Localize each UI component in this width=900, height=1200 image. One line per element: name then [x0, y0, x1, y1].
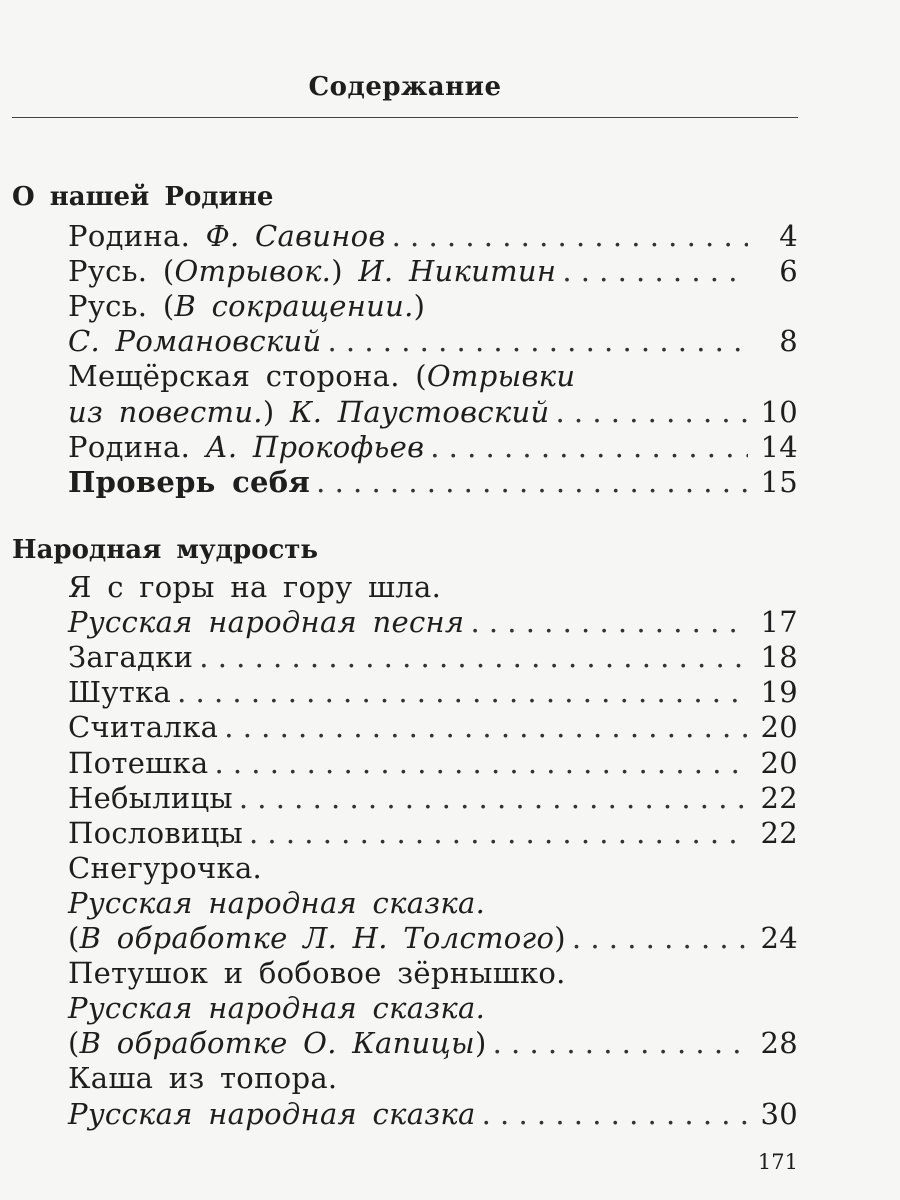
entry-page-number: 15	[760, 464, 798, 499]
entry-title	[68, 289, 425, 323]
toc-entry	[68, 605, 798, 639]
title-divider	[12, 117, 798, 118]
toc-entry	[68, 395, 798, 429]
dot-leader	[493, 1026, 748, 1060]
entry-title	[68, 605, 464, 639]
entry-title-part: (	[68, 1026, 80, 1061]
entry-title	[68, 324, 322, 358]
entry-title-part: Русская народная сказка.	[68, 991, 486, 1026]
toc-entry	[68, 781, 798, 815]
dot-leader	[430, 430, 748, 464]
entry-title-part: А. Прокофьев	[205, 429, 425, 464]
toc-entry	[68, 886, 798, 920]
entry-title-part: Я с горы на гору шла.	[68, 570, 442, 604]
toc-entry	[68, 710, 798, 744]
entry-title-part: Русская народная сказка.	[68, 885, 486, 920]
entry-title-part: С. Романовский	[68, 324, 322, 359]
toc-entry	[68, 956, 798, 990]
entry-title	[68, 254, 556, 288]
entry-title-part: Русская народная песня	[68, 605, 465, 640]
toc-entry	[68, 921, 798, 955]
entry-page-number: 17	[760, 605, 798, 640]
entry-page-number: 28	[760, 1026, 798, 1061]
toc-entry	[68, 359, 798, 393]
entry-page-number: 18	[760, 640, 798, 675]
toc-entry	[68, 254, 798, 288]
dot-leader	[392, 219, 748, 253]
entry-title	[68, 991, 485, 1025]
dot-leader	[555, 395, 748, 429]
toc-entry	[68, 1061, 798, 1095]
entry-page-number: 22	[760, 780, 798, 815]
entry-title-part: Каша из топора.	[68, 1061, 338, 1096]
entry-page-number: 20	[760, 710, 798, 745]
dot-leader	[482, 1097, 748, 1131]
dot-leader	[214, 746, 748, 780]
entry-page-number: 6	[779, 254, 798, 289]
dot-leader	[316, 465, 748, 499]
toc-entry	[68, 816, 798, 850]
entry-title-part: Русь. (	[68, 289, 175, 324]
entry-title-part: Снегурочка.	[68, 850, 263, 885]
entry-title-part: Мещёрская сторона. (	[68, 359, 427, 394]
entry-title-part: Отрывок.	[174, 254, 332, 289]
entry-title	[68, 219, 386, 253]
entry-title-part: )	[331, 254, 359, 289]
entry-title	[68, 781, 233, 815]
entry-title-part: из повести.	[68, 394, 263, 429]
dot-leader	[572, 921, 748, 955]
entry-title	[68, 1026, 487, 1060]
entry-page-number: 24	[760, 921, 798, 955]
dot-leader	[177, 675, 748, 709]
entry-title-part: В обработке Л. Н. Толстого	[79, 921, 555, 955]
entry-title	[68, 675, 171, 709]
entry-title	[68, 816, 243, 850]
entry-title	[68, 465, 310, 499]
entry-page-number: 22	[760, 815, 798, 850]
entry-title	[68, 430, 424, 464]
dot-leader	[328, 324, 749, 358]
dot-leader	[562, 254, 748, 288]
entry-title-part: Небылицы	[68, 780, 233, 815]
entry-title-part: Шутка	[68, 675, 172, 710]
dot-leader	[470, 605, 748, 639]
toc-entry	[68, 219, 798, 253]
toc-entry	[68, 675, 798, 709]
entry-title	[68, 640, 193, 674]
toc-entry	[68, 570, 798, 604]
toc-entry	[68, 324, 798, 358]
entry-title-part: Потешка	[68, 745, 209, 780]
entry-title-part: )	[413, 289, 426, 324]
entry-page-number: 8	[779, 324, 798, 359]
entry-title	[68, 395, 549, 429]
toc-entry	[68, 289, 798, 323]
entry-title	[68, 921, 566, 955]
entry-page-number: 30	[760, 1096, 798, 1131]
entry-title	[68, 1061, 337, 1095]
entry-title	[68, 710, 218, 744]
entry-title-part: Пословицы	[68, 815, 243, 850]
toc-entry	[68, 640, 798, 674]
entry-title-part: (	[68, 921, 80, 955]
toc-entry	[68, 1026, 798, 1060]
entry-page-number: 20	[760, 745, 798, 780]
entry-title	[68, 851, 262, 885]
toc-entry	[68, 991, 798, 1025]
entry-title-part: Загадки	[68, 640, 194, 675]
entry-title-part: Петушок и бобовое зёрнышко.	[68, 956, 566, 991]
entry-title-part: И. Никитин	[358, 254, 557, 289]
entry-page-number: 4	[779, 219, 798, 253]
section-heading: Народная мудрость	[12, 535, 319, 565]
entry-page-number: 10	[760, 394, 798, 429]
dot-leader	[249, 816, 748, 850]
entry-title-part: )	[554, 921, 566, 955]
entry-title	[68, 956, 566, 990]
toc-entry	[68, 1097, 798, 1131]
page-title: Содержание	[308, 72, 502, 102]
dot-leader	[224, 710, 748, 744]
entry-title-part: Считалка	[68, 710, 219, 745]
entry-page-number: 19	[760, 675, 798, 710]
entry-title-part: Проверь себя	[68, 464, 311, 499]
entry-page-number: 14	[760, 429, 798, 464]
entry-title	[68, 886, 485, 920]
toc-entry	[68, 430, 798, 464]
entry-title-part: Ф. Савинов	[205, 219, 386, 253]
entry-title-part: К. Паустовский	[289, 394, 550, 429]
page-number: 171	[757, 1150, 798, 1174]
section-heading: О нашей Родине	[12, 182, 274, 212]
dot-leader	[199, 640, 748, 674]
entry-title-part: )	[474, 1026, 487, 1061]
entry-title-part: Отрывки	[426, 359, 576, 394]
entry-title	[68, 570, 441, 604]
toc-entry	[68, 465, 798, 499]
entry-title-part: Русь. (	[68, 254, 175, 289]
toc-entry	[68, 851, 798, 885]
entry-title	[68, 1097, 476, 1131]
dot-leader	[239, 781, 748, 815]
entry-title-part: Русская народная сказка	[68, 1096, 476, 1131]
toc-entry	[68, 746, 798, 780]
entry-title-part: )	[262, 394, 290, 429]
entry-title-part: Родина.	[68, 429, 206, 464]
entry-title-part: Родина.	[68, 219, 206, 253]
entry-title	[68, 746, 208, 780]
entry-title-part: В обработке О. Капицы	[79, 1026, 475, 1061]
entry-title	[68, 359, 575, 393]
entry-title-part: В сокращении.	[174, 289, 414, 324]
